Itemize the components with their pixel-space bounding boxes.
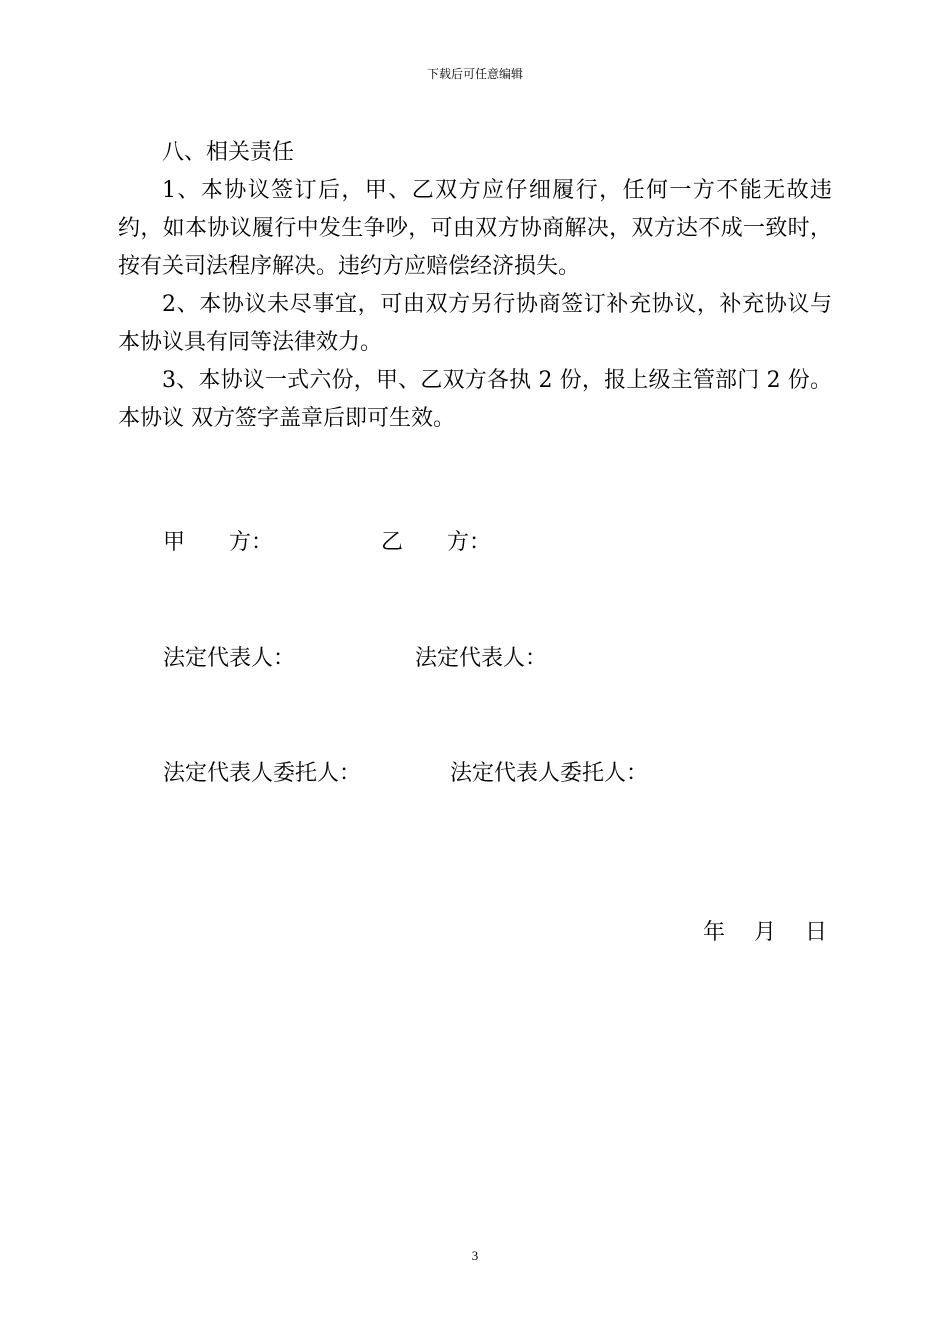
legal-rep-a-label: 法定代表人： bbox=[163, 646, 296, 671]
page-header: 下载后可任意编辑 bbox=[426, 67, 523, 81]
agent-a-label: 法定代表人委托人： bbox=[163, 761, 362, 786]
document-body bbox=[118, 134, 832, 438]
clause-3: 3、本协议一式六份，甲、乙双方各执 2 份，报上级主管部门 2 份。本协议 双方签字盖章后即可生效。 bbox=[118, 368, 832, 431]
clause-1: 1、本协议签订后，甲、乙双方应仔细履行，任何一方不能无故违约，如本协议履行中发生争吵，可由双方协商解决，双方达不成一致时，按有关司法程序解决。违约方应赔偿经济损失。 bbox=[118, 178, 832, 279]
section-heading: 八、相关责任 bbox=[162, 140, 295, 165]
party-b-label: 乙 方： bbox=[381, 530, 492, 555]
clause-2: 2、本协议未尽事宜，可由双方另行协商签订补充协议，补充协议与本协议具有同等法律效力。 bbox=[118, 292, 832, 355]
legal-rep-b-label: 法定代表人： bbox=[415, 646, 548, 671]
date-line: 年 月 日 bbox=[703, 920, 827, 945]
page-number: 3 bbox=[471, 1248, 479, 1263]
agent-b-label: 法定代表人委托人： bbox=[450, 761, 649, 786]
party-a-label: 甲 方： bbox=[163, 530, 274, 555]
